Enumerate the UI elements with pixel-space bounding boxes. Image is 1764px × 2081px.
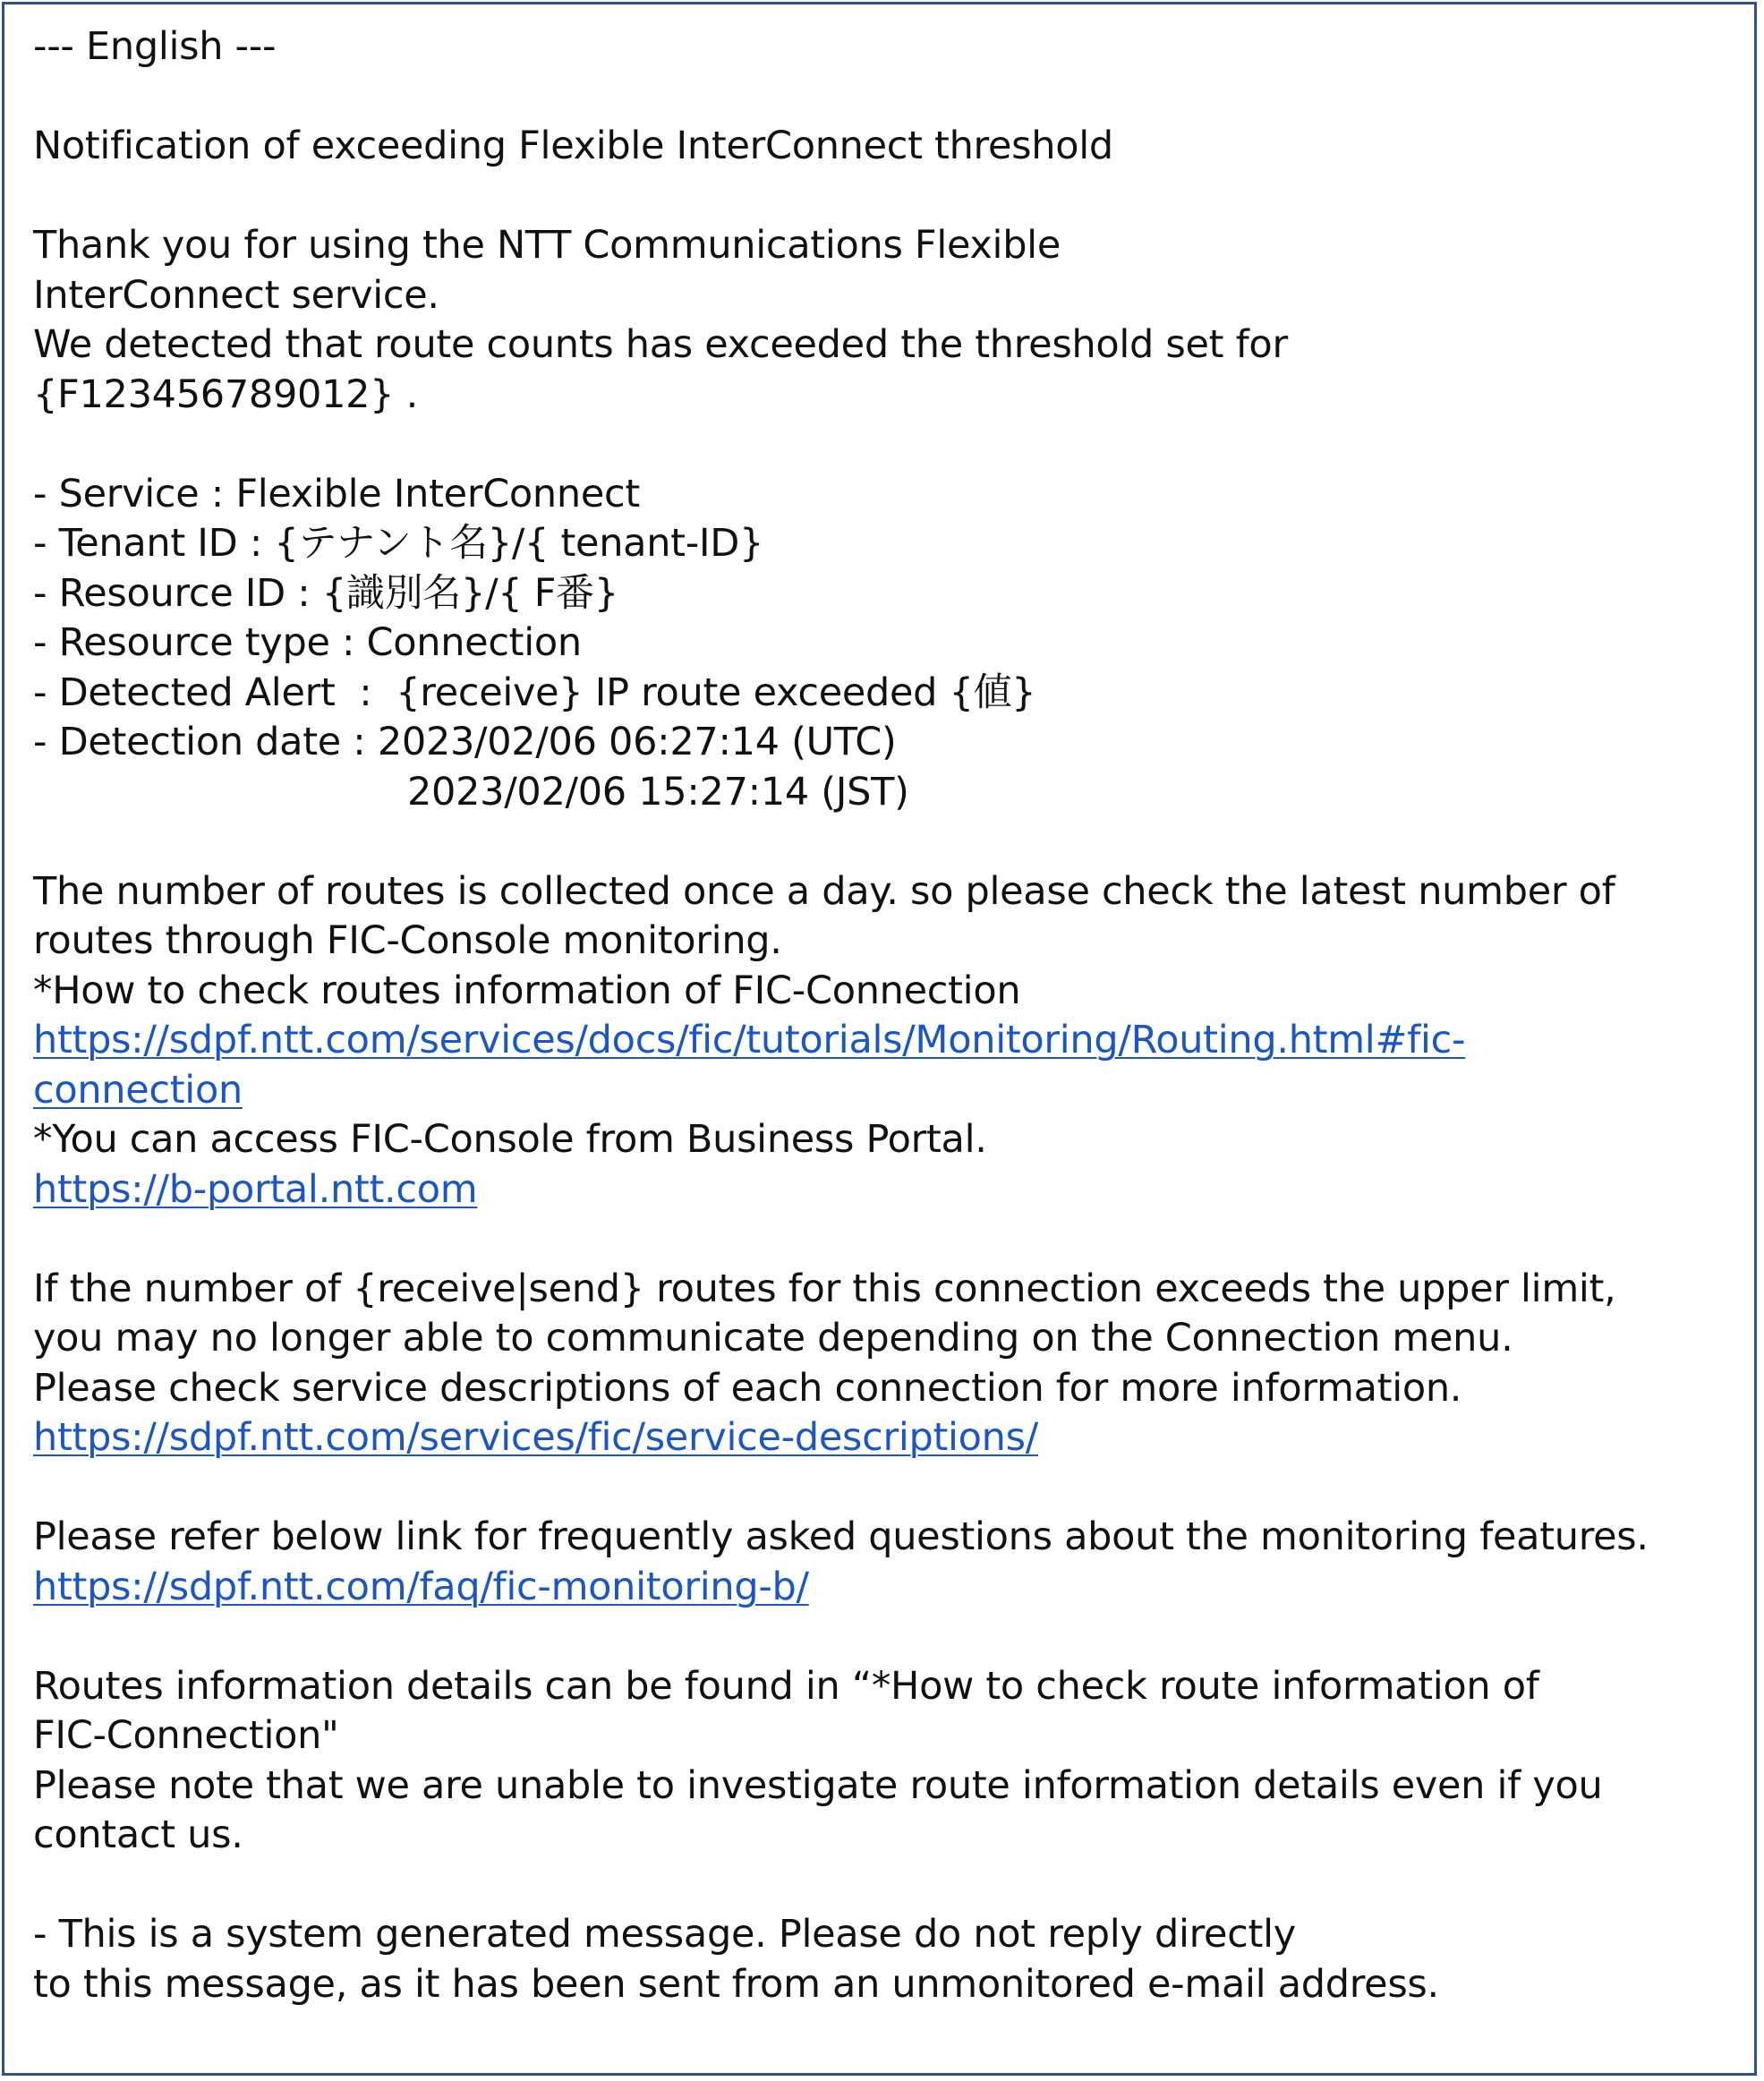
service-descriptions-link[interactable]: https://sdpf.ntt.com/services/fic/service-descriptions/	[33, 1415, 1038, 1460]
spacer	[33, 420, 1751, 470]
route-details-line: contact us.	[33, 1812, 243, 1857]
spacer	[33, 172, 1751, 222]
howto-link-line2	[33, 1066, 1751, 1116]
detail-detection-date-jst: 2023/02/06 15:27:14 (JST)	[407, 769, 909, 814]
business-portal-link[interactable]: https://b-portal.ntt.com	[33, 1166, 478, 1212]
intro-line: InterConnect service.	[33, 272, 439, 318]
intro-line: Thank you for using the NTT Communications Flexible	[33, 223, 1061, 268]
spacer	[33, 72, 1751, 123]
spacer	[33, 1463, 1751, 1514]
service-descriptions-link-line	[33, 1413, 1751, 1463]
spacer	[33, 1861, 1751, 1911]
limit-line: you may no longer able to communicate depending on the Connection menu.	[33, 1316, 1513, 1360]
route-details-line: Please note that we are unable to investigate route information details even if you	[33, 1762, 1603, 1808]
howto-link-line1	[33, 1016, 1751, 1066]
footer-line: - This is a system generated message. Please do not reply directly	[33, 1912, 1296, 1957]
spacer	[33, 817, 1751, 867]
faq-line: Please refer below link for frequently asked questions about the monitoring features.	[33, 1514, 1649, 1559]
portal-label: *You can access FIC-Console from Business Portal.	[33, 1117, 987, 1162]
footer-line: to this message, as it has been sent from an unmonitored e-mail address.	[33, 1961, 1439, 2007]
routes-line: routes through FIC-Console monitoring.	[33, 918, 782, 963]
intro-line: We detected that route counts has exceeded the threshold set for	[33, 322, 1288, 367]
howto-link[interactable]: https://sdpf.ntt.com/services/docs/fic/tutorials/Monitoring/Routing.html#fic-	[33, 1018, 1466, 1062]
faq-link[interactable]: https://sdpf.ntt.com/faq/fic-monitoring-b/	[33, 1564, 809, 1609]
portal-link-line	[33, 1165, 1751, 1215]
faq-link-line	[33, 1563, 1751, 1613]
detail-tenant-id: - Tenant ID : {テナント名}/{ tenant-ID}	[33, 521, 764, 566]
detail-service: - Service : Flexible InterConnect	[33, 471, 640, 516]
email-frame	[2, 2, 1757, 2076]
intro-line: {F123456789012} .	[33, 371, 418, 417]
howto-label: *How to check routes information of FIC-Connection	[33, 968, 1021, 1013]
routes-line: The number of routes is collected once a day. so please check the latest number of	[33, 868, 1615, 914]
email-body	[33, 22, 1751, 2009]
spacer	[33, 1215, 1751, 1265]
detail-resource-id: - Resource ID : {識別名}/{ F番}	[33, 570, 618, 616]
limit-line: Please check service descriptions of each connection for more information.	[33, 1365, 1462, 1411]
detail-detection-date-utc: - Detection date : 2023/02/06 06:27:14 (UTC)	[33, 720, 897, 764]
route-details-line: Routes information details can be found in “*How to check route information of	[33, 1663, 1539, 1709]
route-details-line: FIC-Connection"	[33, 1713, 339, 1758]
detail-detected-alert: - Detected Alert : {receive} IP route exceeded {値}	[33, 670, 1036, 715]
limit-line: If the number of {receive|send} routes for this connection exceeds the upper limit,	[33, 1266, 1616, 1311]
email-title: Notification of exceeding Flexible InterConnect threshold	[33, 124, 1113, 168]
howto-link-continued[interactable]: connection	[33, 1067, 243, 1113]
detail-resource-type: - Resource type : Connection	[33, 620, 582, 665]
language-header: --- English ---	[33, 24, 277, 69]
spacer	[33, 1612, 1751, 1662]
